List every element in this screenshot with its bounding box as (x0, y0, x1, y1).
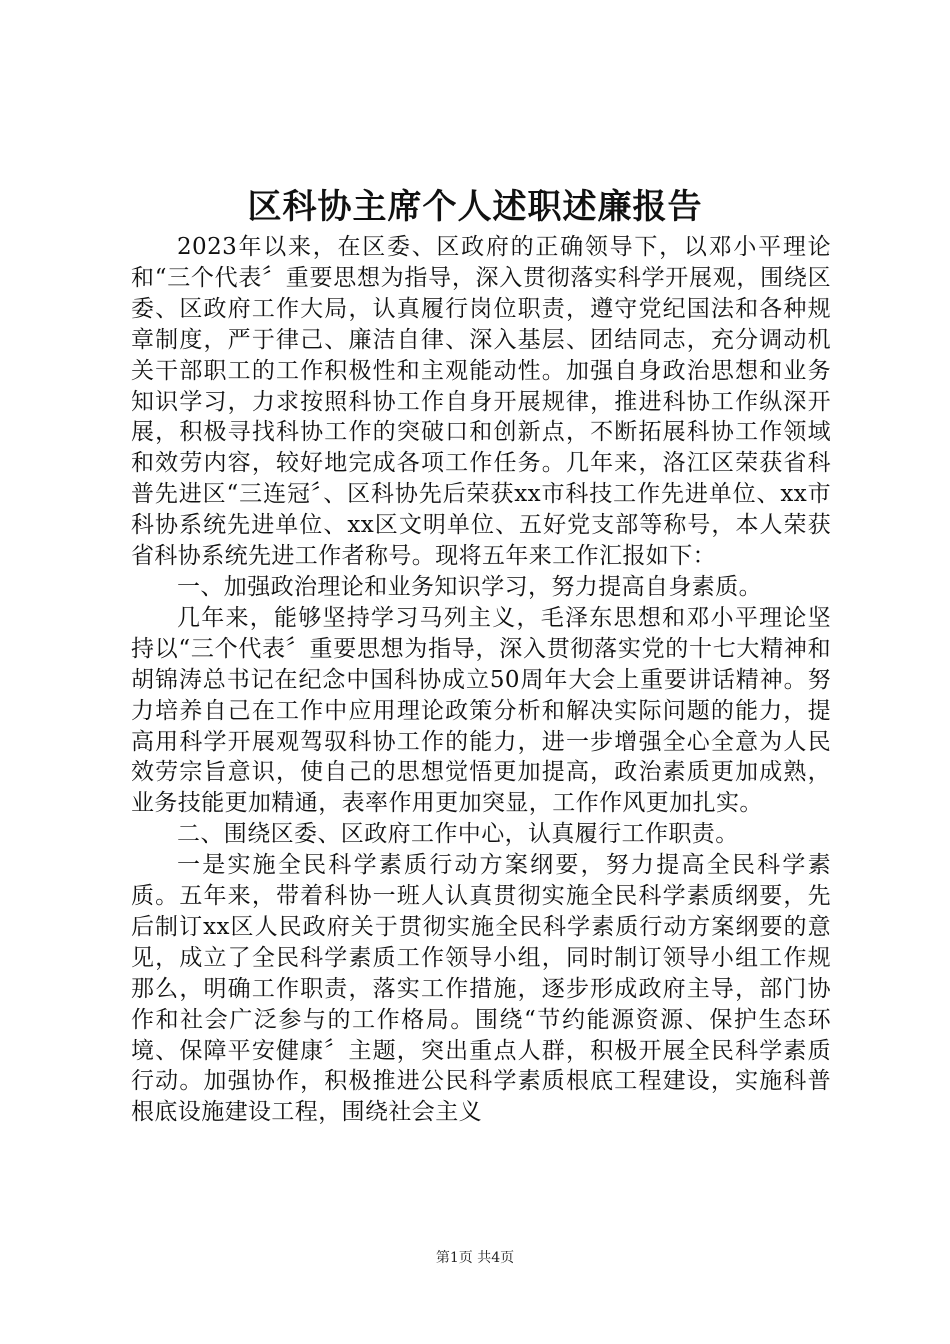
document-body (131, 232, 831, 1128)
document-title: 区科协主席个人述职述廉报告 (247, 187, 703, 227)
page-footer: 第1页 共4页 (435, 1250, 515, 1266)
section-heading-2: 二、围绕区委、区政府工作中心，认真履行工作职责。 (177, 821, 739, 848)
paragraph-intro: 2023年以来，在区委、区政府的正确领导下，以邓小平理论和“三个代表〞重要思想为指导，深入贯彻落实科学开展观，围绕区委、区政府工作大局，认真履行岗位职责，遵守党纪国法和各种规章制度，严于律己、廉洁自律、深入基层、团结同志，充分调动机关干部职工的工作积极性和主观能动性。加强自身政治思想和业务知识学习，力求按照科协工作自身开展规律，推进科协工作纵深开展，积极寻找科协工作的突破口和创新点，不断拓展科协工作领域和效劳内容，较好地完成各项工作任务。几年来，洛江区荣获省科普先进区“三连冠〞、区科协先后荣获xx市科技工作先进单位、xx市科协系统先进单位、xx区文明单位、五好党支部等称号，本人荣获省科协系统先进工作者称号。现将五年来工作汇报如下： (131, 234, 831, 570)
paragraph-section-1: 几年来，能够坚持学习马列主义，毛泽东思想和邓小平理论坚持以“三个代表〞重要思想为指导，深入贯彻落实党的十七大精神和胡锦涛总书记在纪念中国科协成立50周年大会上重要讲话精神。努力培养自己在工作中应用理论政策分析和解决实际问题的能力，提高用科学开展观驾驭科协工作的能力，进一步增强全心全意为人民效劳宗旨意识，使自己的思想觉悟更加提高，政治素质更加成熟，业务技能更加精通，表率作用更加突显，工作作风更加扎实。 (131, 604, 831, 817)
paragraph-section-2: 一是实施全民科学素质行动方案纲要，努力提高全民科学素质。五年来，带着科协一班人认真贯彻实施全民科学素质纲要，先后制订xx区人民政府关于贯彻实施全民科学素质行动方案纲要的意见，成立了全民科学素质工作领导小组，同时制订领导小组工作规那么，明确工作职责，落实工作措施，逐步形成政府主导，部门协作和社会广泛参与的工作格局。围绕“节约能源资源、保护生态环境、保障平安健康〞主题，突出重点人群，积极开展全民科学素质行动。加强协作，积极推进公民科学素质根底工程建设，实施科普根底设施建设工程，围绕社会主义 (131, 852, 831, 1126)
section-heading-1: 一、加强政治理论和业务知识学习，努力提高自身素质。 (177, 573, 762, 600)
